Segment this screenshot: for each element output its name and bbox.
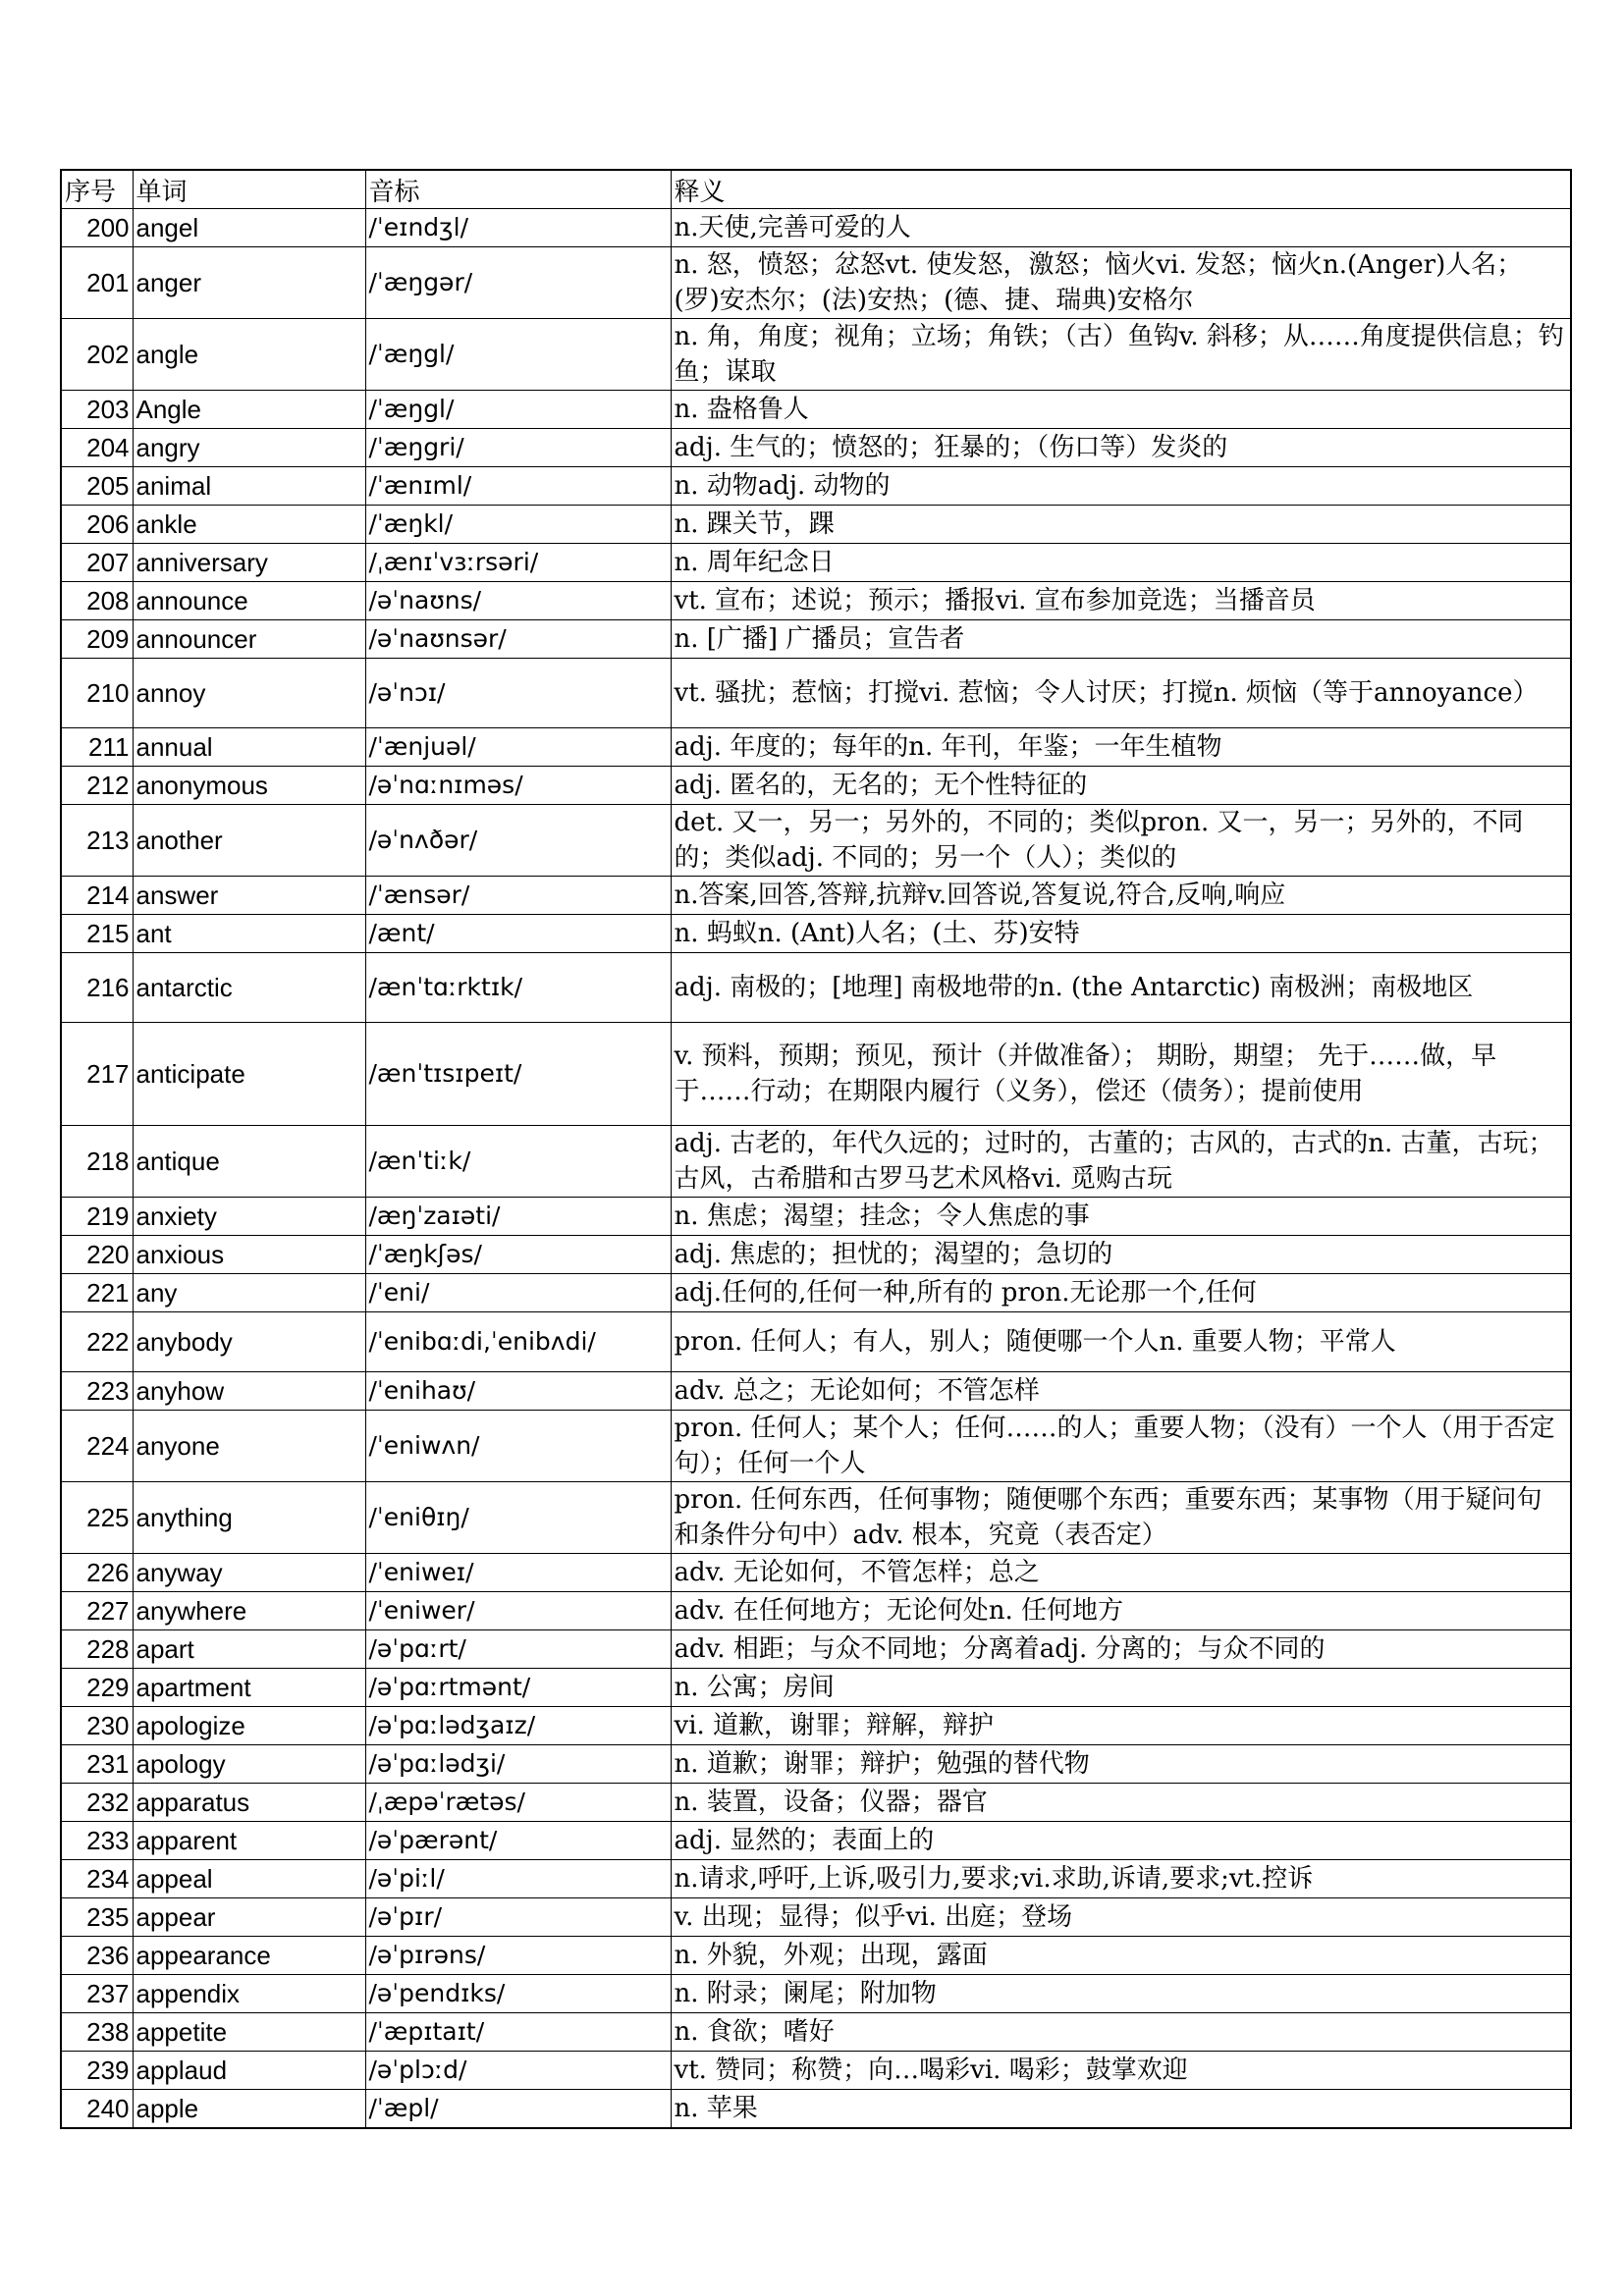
table-row — [61, 391, 1571, 429]
row-word: animal — [133, 467, 365, 506]
row-phonetic: /ˈæŋkʃəs/ — [365, 1236, 671, 1274]
row-number: 210 — [61, 659, 133, 728]
table-row — [61, 2090, 1571, 2129]
row-definition: v. 出现；显得；似乎vi. 出庭；登场 — [671, 1898, 1571, 1937]
table-row — [61, 247, 1571, 319]
row-phonetic: /ˈæŋgri/ — [365, 429, 671, 467]
row-definition: n. 角，角度；视角；立场；角铁；（古）鱼钩v. 斜移；从……角度提供信息；钓鱼；谋取 — [671, 319, 1571, 391]
row-word: anyway — [133, 1554, 365, 1592]
row-phonetic: /ˈenibɑːdi,ˈenibʌdi/ — [365, 1312, 671, 1372]
row-definition: n. 苹果 — [671, 2090, 1571, 2129]
row-phonetic: /ˈeniwʌn/ — [365, 1411, 671, 1482]
row-phonetic: /ˈænɪml/ — [365, 467, 671, 506]
row-definition: pron. 任何人；某个人；任何……的人；重要人物；（没有）一个人（用于否定句）；任何一个人 — [671, 1411, 1571, 1482]
row-definition: n.天使,完善可爱的人 — [671, 209, 1571, 247]
row-number: 215 — [61, 915, 133, 953]
row-phonetic: /əˈpɪr/ — [365, 1898, 671, 1937]
row-phonetic: /ˈeni/ — [365, 1274, 671, 1312]
row-definition: vt. 骚扰；惹恼；打搅vi. 惹恼；令人讨厌；打搅n. 烦恼（等于annoyance） — [671, 659, 1571, 728]
header-phonetic: 音标 — [365, 170, 671, 209]
row-word: apparatus — [133, 1784, 365, 1822]
row-phonetic: /ˌæpəˈrætəs/ — [365, 1784, 671, 1822]
row-word: annual — [133, 728, 365, 767]
table-row — [61, 429, 1571, 467]
table-row — [61, 1592, 1571, 1630]
table-row — [61, 544, 1571, 582]
row-number: 223 — [61, 1372, 133, 1411]
row-number: 216 — [61, 953, 133, 1023]
row-number: 220 — [61, 1236, 133, 1274]
row-word: appearance — [133, 1937, 365, 1975]
table-row — [61, 1975, 1571, 2013]
row-phonetic: /ˈæŋgər/ — [365, 247, 671, 319]
row-word: apart — [133, 1630, 365, 1669]
row-phonetic: /əˈpendɪks/ — [365, 1975, 671, 2013]
row-word: angry — [133, 429, 365, 467]
row-number: 228 — [61, 1630, 133, 1669]
row-phonetic: /ˈæŋgl/ — [365, 391, 671, 429]
row-word: apparent — [133, 1822, 365, 1860]
row-word: anticipate — [133, 1023, 365, 1126]
row-definition: adv. 总之；无论如何；不管怎样 — [671, 1372, 1571, 1411]
table-row — [61, 877, 1571, 915]
row-phonetic: /ænˈtiːk/ — [365, 1126, 671, 1198]
table-row — [61, 659, 1571, 728]
row-definition: n. 蚂蚁n. (Ant)人名；(土、芬)安特 — [671, 915, 1571, 953]
table-row — [61, 1707, 1571, 1745]
row-number: 208 — [61, 582, 133, 620]
row-word: annoy — [133, 659, 365, 728]
row-word: apologize — [133, 1707, 365, 1745]
table-row — [61, 2052, 1571, 2090]
row-word: angel — [133, 209, 365, 247]
table-row — [61, 767, 1571, 805]
row-number: 233 — [61, 1822, 133, 1860]
row-definition: n. 道歉；谢罪；辩护；勉强的替代物 — [671, 1745, 1571, 1784]
row-word: anxiety — [133, 1198, 365, 1236]
row-word: ankle — [133, 506, 365, 544]
row-definition: n. 怒，愤怒；忿怒vt. 使发怒，激怒；恼火vi. 发怒；恼火n.(Anger)人名；(罗)安杰尔；(法)安热；(德、捷、瑞典)安格尔 — [671, 247, 1571, 319]
row-word: Angle — [133, 391, 365, 429]
row-phonetic: /ænˈtɑːrktɪk/ — [365, 953, 671, 1023]
row-number: 224 — [61, 1411, 133, 1482]
row-phonetic: /ˈæŋkl/ — [365, 506, 671, 544]
row-word: applaud — [133, 2052, 365, 2090]
row-definition: n. 盎格鲁人 — [671, 391, 1571, 429]
row-phonetic: /əˈnɔɪ/ — [365, 659, 671, 728]
row-phonetic: /ˈæpl/ — [365, 2090, 671, 2129]
row-definition: vt. 宣布；述说；预示；播报vi. 宣布参加竞选；当播音员 — [671, 582, 1571, 620]
row-phonetic: /əˈpɑːlədʒaɪz/ — [365, 1707, 671, 1745]
row-number: 200 — [61, 209, 133, 247]
row-number: 226 — [61, 1554, 133, 1592]
row-phonetic: /əˈnaʊnsər/ — [365, 620, 671, 659]
row-phonetic: /ˈenihaʊ/ — [365, 1372, 671, 1411]
row-definition: n.请求,呼吁,上诉,吸引力,要求;vi.求助,诉请,要求;vt.控诉 — [671, 1860, 1571, 1898]
row-definition: v. 预料，预期；预见，预计（并做准备）； 期盼，期望； 先于……做，早于……行动；在期限内履行（义务），偿还（债务）；提前使用 — [671, 1023, 1571, 1126]
table-row — [61, 1630, 1571, 1669]
table-row — [61, 319, 1571, 391]
row-phonetic: /ˈeniwer/ — [365, 1592, 671, 1630]
row-definition: adj. 匿名的，无名的；无个性特征的 — [671, 767, 1571, 805]
row-word: anxious — [133, 1236, 365, 1274]
row-number: 227 — [61, 1592, 133, 1630]
row-word: appeal — [133, 1860, 365, 1898]
row-definition: adj. 古老的，年代久远的；过时的，古董的；古风的，古式的n. 古董，古玩；古风，古希腊和古罗马艺术风格vi. 觅购古玩 — [671, 1126, 1571, 1198]
table-row — [61, 1669, 1571, 1707]
row-number: 236 — [61, 1937, 133, 1975]
row-definition: adj. 南极的；[地理] 南极地带的n. (the Antarctic) 南极洲；南极地区 — [671, 953, 1571, 1023]
row-definition: pron. 任何人；有人，别人；随便哪一个人n. 重要人物；平常人 — [671, 1312, 1571, 1372]
row-definition: n. 附录；阑尾；附加物 — [671, 1975, 1571, 2013]
row-word: anything — [133, 1482, 365, 1554]
row-phonetic: /ˈæŋgl/ — [365, 319, 671, 391]
row-number: 239 — [61, 2052, 133, 2090]
table-row — [61, 1236, 1571, 1274]
row-number: 212 — [61, 767, 133, 805]
row-definition: n. 外貌，外观；出现，露面 — [671, 1937, 1571, 1975]
row-number: 206 — [61, 506, 133, 544]
row-number: 214 — [61, 877, 133, 915]
row-word: announce — [133, 582, 365, 620]
row-definition: n. 踝关节，踝 — [671, 506, 1571, 544]
row-number: 218 — [61, 1126, 133, 1198]
row-word: apology — [133, 1745, 365, 1784]
row-phonetic: /əˈnaʊns/ — [365, 582, 671, 620]
row-word: apple — [133, 2090, 365, 2129]
table-row — [61, 1023, 1571, 1126]
row-definition: adv. 在任何地方；无论何处n. 任何地方 — [671, 1592, 1571, 1630]
row-number: 203 — [61, 391, 133, 429]
table-row — [61, 1822, 1571, 1860]
table-row — [61, 1784, 1571, 1822]
row-definition: adv. 无论如何，不管怎样；总之 — [671, 1554, 1571, 1592]
row-number: 204 — [61, 429, 133, 467]
row-phonetic: /əˈpærənt/ — [365, 1822, 671, 1860]
table-row — [61, 209, 1571, 247]
row-phonetic: /əˈpɑːrt/ — [365, 1630, 671, 1669]
row-phonetic: /ænˈtɪsɪpeɪt/ — [365, 1023, 671, 1126]
table-row — [61, 582, 1571, 620]
row-phonetic: /ˈeniweɪ/ — [365, 1554, 671, 1592]
header-word: 单词 — [133, 170, 365, 209]
row-word: antique — [133, 1126, 365, 1198]
row-definition: n. 周年纪念日 — [671, 544, 1571, 582]
row-number: 221 — [61, 1274, 133, 1312]
row-word: anger — [133, 247, 365, 319]
row-number: 209 — [61, 620, 133, 659]
row-definition: vt. 赞同；称赞；向…喝彩vi. 喝彩；鼓掌欢迎 — [671, 2052, 1571, 2090]
row-definition: n.答案,回答,答辩,抗辩v.回答说,答复说,符合,反响,响应 — [671, 877, 1571, 915]
row-word: appetite — [133, 2013, 365, 2052]
row-definition: n. 焦虑；渴望；挂念；令人焦虑的事 — [671, 1198, 1571, 1236]
table-row — [61, 1126, 1571, 1198]
row-number: 205 — [61, 467, 133, 506]
row-word: anybody — [133, 1312, 365, 1372]
row-word: appear — [133, 1898, 365, 1937]
row-number: 240 — [61, 2090, 133, 2129]
row-phonetic: /ˈænsər/ — [365, 877, 671, 915]
row-definition: adj.任何的,任何一种,所有的 pron.无论那一个,任何 — [671, 1274, 1571, 1312]
row-number: 235 — [61, 1898, 133, 1937]
row-phonetic: /ˈeɪndʒl/ — [365, 209, 671, 247]
table-row — [61, 805, 1571, 877]
row-number: 219 — [61, 1198, 133, 1236]
row-number: 231 — [61, 1745, 133, 1784]
row-word: anywhere — [133, 1592, 365, 1630]
row-definition: n. [广播] 广播员；宣告者 — [671, 620, 1571, 659]
row-number: 202 — [61, 319, 133, 391]
table-row — [61, 1745, 1571, 1784]
row-word: anyone — [133, 1411, 365, 1482]
header-number: 序号 — [61, 170, 133, 209]
row-number: 229 — [61, 1669, 133, 1707]
row-word: anniversary — [133, 544, 365, 582]
row-word: anyhow — [133, 1372, 365, 1411]
row-phonetic: /əˈnʌðər/ — [365, 805, 671, 877]
row-definition: adj. 生气的；愤怒的；狂暴的；（伤口等）发炎的 — [671, 429, 1571, 467]
row-word: any — [133, 1274, 365, 1312]
row-number: 222 — [61, 1312, 133, 1372]
row-word: angle — [133, 319, 365, 391]
row-phonetic: /əˈpɪrəns/ — [365, 1937, 671, 1975]
row-definition: n. 食欲；嗜好 — [671, 2013, 1571, 2052]
table-row — [61, 1411, 1571, 1482]
row-word: announcer — [133, 620, 365, 659]
row-phonetic: /ˈæpɪtaɪt/ — [365, 2013, 671, 2052]
header-definition: 释义 — [671, 170, 1571, 209]
table-row — [61, 1898, 1571, 1937]
row-number: 232 — [61, 1784, 133, 1822]
vocabulary-table — [60, 169, 1572, 2129]
row-phonetic: /ˈeniθɪŋ/ — [365, 1482, 671, 1554]
row-word: anonymous — [133, 767, 365, 805]
row-word: apartment — [133, 1669, 365, 1707]
row-definition: adj. 显然的；表面上的 — [671, 1822, 1571, 1860]
row-phonetic: /əˈpiːl/ — [365, 1860, 671, 1898]
table-body — [61, 209, 1571, 2129]
row-number: 238 — [61, 2013, 133, 2052]
table-row — [61, 1482, 1571, 1554]
row-definition: n. 公寓；房间 — [671, 1669, 1571, 1707]
row-number: 234 — [61, 1860, 133, 1898]
row-phonetic: /ˈænjuəl/ — [365, 728, 671, 767]
row-number: 213 — [61, 805, 133, 877]
table-row — [61, 1937, 1571, 1975]
table-header-row — [61, 170, 1571, 209]
row-number: 207 — [61, 544, 133, 582]
row-definition: n. 装置，设备；仪器；器官 — [671, 1784, 1571, 1822]
row-number: 201 — [61, 247, 133, 319]
table-row — [61, 1274, 1571, 1312]
row-word: answer — [133, 877, 365, 915]
table-row — [61, 915, 1571, 953]
row-word: antarctic — [133, 953, 365, 1023]
row-definition: pron. 任何东西，任何事物；随便哪个东西；重要东西；某事物（用于疑问句和条件分句中）adv. 根本，究竟（表否定） — [671, 1482, 1571, 1554]
table-row — [61, 1372, 1571, 1411]
table-row — [61, 1554, 1571, 1592]
table-row — [61, 1198, 1571, 1236]
table-row — [61, 2013, 1571, 2052]
row-phonetic: /ˌænɪˈvɜːrsəri/ — [365, 544, 671, 582]
row-definition: vi. 道歉，谢罪；辩解，辩护 — [671, 1707, 1571, 1745]
row-phonetic: /əˈplɔːd/ — [365, 2052, 671, 2090]
row-number: 225 — [61, 1482, 133, 1554]
row-number: 230 — [61, 1707, 133, 1745]
row-definition: n. 动物adj. 动物的 — [671, 467, 1571, 506]
table-row — [61, 1312, 1571, 1372]
row-phonetic: /ænt/ — [365, 915, 671, 953]
row-number: 217 — [61, 1023, 133, 1126]
row-phonetic: /æŋˈzaɪəti/ — [365, 1198, 671, 1236]
row-word: another — [133, 805, 365, 877]
table-row — [61, 620, 1571, 659]
row-definition: det. 又一，另一；另外的，不同的；类似pron. 又一，另一；另外的，不同的；类似adj. 不同的；另一个（人）；类似的 — [671, 805, 1571, 877]
row-number: 211 — [61, 728, 133, 767]
table-row — [61, 506, 1571, 544]
table-row — [61, 1860, 1571, 1898]
row-word: ant — [133, 915, 365, 953]
row-definition: adv. 相距；与众不同地；分离着adj. 分离的；与众不同的 — [671, 1630, 1571, 1669]
row-phonetic: /əˈnɑːnɪməs/ — [365, 767, 671, 805]
table-row — [61, 953, 1571, 1023]
row-phonetic: /əˈpɑːlədʒi/ — [365, 1745, 671, 1784]
row-phonetic: /əˈpɑːrtmənt/ — [365, 1669, 671, 1707]
row-number: 237 — [61, 1975, 133, 2013]
table-row — [61, 467, 1571, 506]
row-definition: adj. 焦虑的；担忧的；渴望的；急切的 — [671, 1236, 1571, 1274]
row-word: appendix — [133, 1975, 365, 2013]
row-definition: adj. 年度的；每年的n. 年刊，年鉴；一年生植物 — [671, 728, 1571, 767]
table-row — [61, 728, 1571, 767]
